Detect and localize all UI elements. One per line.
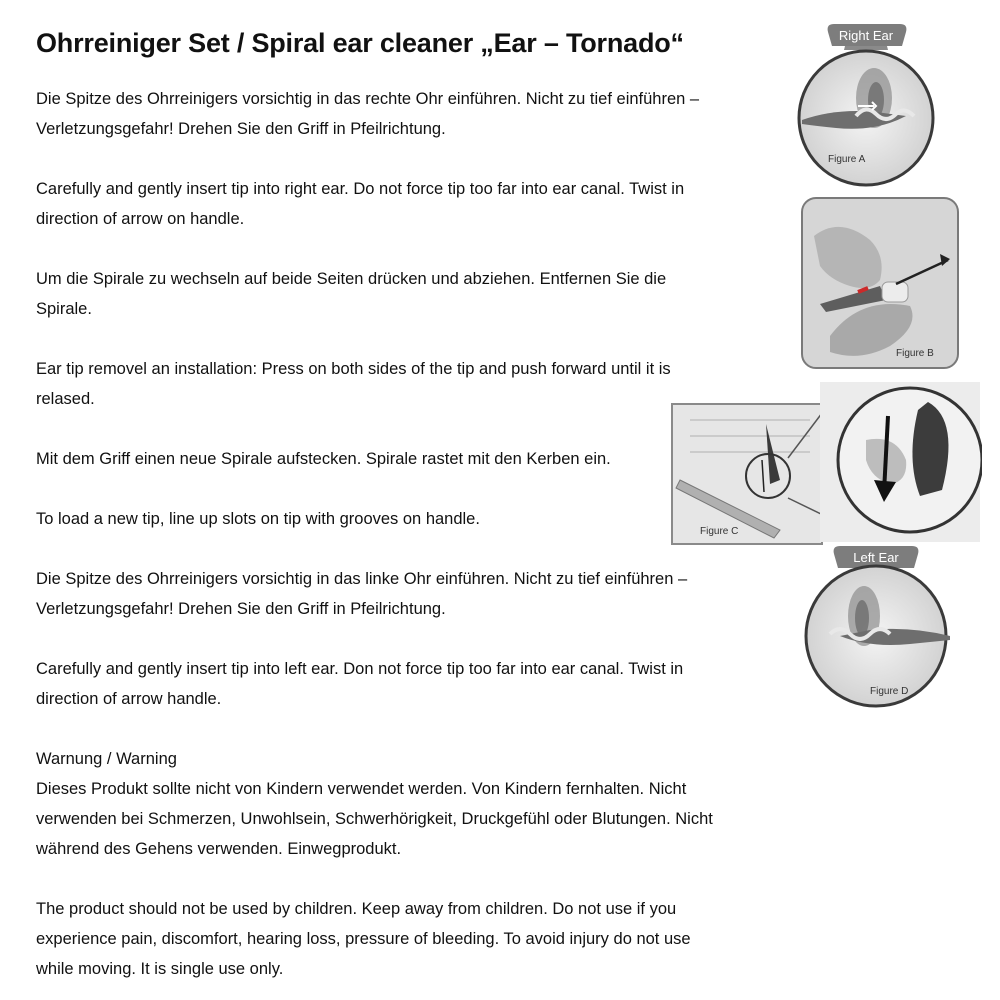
text-line: direction of arrow handle. (36, 690, 222, 708)
text-line: Um die Spirale zu wechseln auf beide Seiten drücken und abziehen. Entfernen Sie die (36, 270, 667, 288)
text-line: Carefully and gently insert tip into left ear. Don not force tip too far into ear canal. Twist in (36, 660, 684, 678)
text-line: Verletzungsgefahr! Drehen Sie den Griff in Pfeilrichtung. (36, 120, 446, 138)
document-title: Ohrreiniger Set / Spiral ear cleaner „Ear – Tornado“ (36, 28, 684, 58)
text-line: relased. (36, 390, 95, 408)
text-line: Mit dem Griff einen neue Spirale aufstecken. Spirale rastet mit den Kerben ein. (36, 450, 611, 468)
figure-b-tip-removal (800, 196, 960, 370)
paragraph-tip-removal-de (36, 264, 666, 324)
figure-d-label: Figure D (870, 686, 909, 697)
text-line: Verletzungsgefahr! Drehen Sie den Griff in Pfeilrichtung. (36, 600, 446, 618)
text-line: Dieses Produkt sollte nicht von Kindern verwendet werden. Von Kindern fernhalten. Nicht (36, 780, 687, 798)
paragraph-tip-removal-en (36, 354, 671, 414)
figure-c-label: Figure C (700, 526, 739, 537)
text-line: Spirale. (36, 300, 92, 318)
text-line: The product should not be used by children. Keep away from children. Do not use if you (36, 900, 677, 918)
zoom-circle-large (838, 388, 982, 532)
paragraph-left-ear-en (36, 654, 683, 714)
left-ear-banner-text: Left Ear (853, 550, 899, 565)
figure-d-left-ear (800, 542, 952, 710)
text-line: Die Spitze des Ohrreinigers vorsichtig in das linke Ohr einführen. Nicht zu tief einführen – (36, 570, 688, 588)
spiral-tip (882, 282, 908, 302)
paragraph-left-ear-de (36, 564, 687, 624)
paragraph-load-tip-en (36, 504, 480, 534)
text-line: experience pain, discomfort, hearing loss, pressure of bleeding. To avoid injury do not use (36, 930, 691, 948)
figure-a-label: Figure A (828, 154, 866, 165)
text-line: Ear tip removel an installation: Press on both sides of the tip and push forward until it is (36, 360, 671, 378)
paragraph-load-tip-de (36, 444, 611, 474)
paragraph-warning-en (36, 894, 691, 984)
text-line: Carefully and gently insert tip into right ear. Do not force tip too far into ear canal. Twist in (36, 180, 685, 198)
text-line: To load a new tip, line up slots on tip with grooves on handle. (36, 510, 480, 528)
warning-heading: Warnung / Warning (36, 750, 177, 768)
text-line: verwenden bei Schmerzen, Unwohlsein, Schwerhörigkeit, Druckgefühl oder Blutungen. Nicht (36, 810, 713, 828)
paragraph-right-ear-en (36, 174, 684, 234)
text-line: while moving. It is single use only. (36, 960, 284, 978)
figure-b-label: Figure B (896, 348, 934, 359)
text-line: Die Spitze des Ohrreinigers vorsichtig in das rechte Ohr einführen. Nicht zu tief einführen – (36, 90, 700, 108)
text-line: direction of arrow on handle. (36, 210, 245, 228)
paragraph-right-ear-de (36, 84, 699, 144)
text-line: während des Gehens verwenden. Einwegprodukt. (36, 840, 402, 858)
figure-c-load-tip (670, 380, 982, 548)
figure-a-right-ear (796, 20, 936, 192)
right-ear-banner-text: Right Ear (838, 28, 894, 43)
paragraph-warning-de (36, 744, 713, 864)
